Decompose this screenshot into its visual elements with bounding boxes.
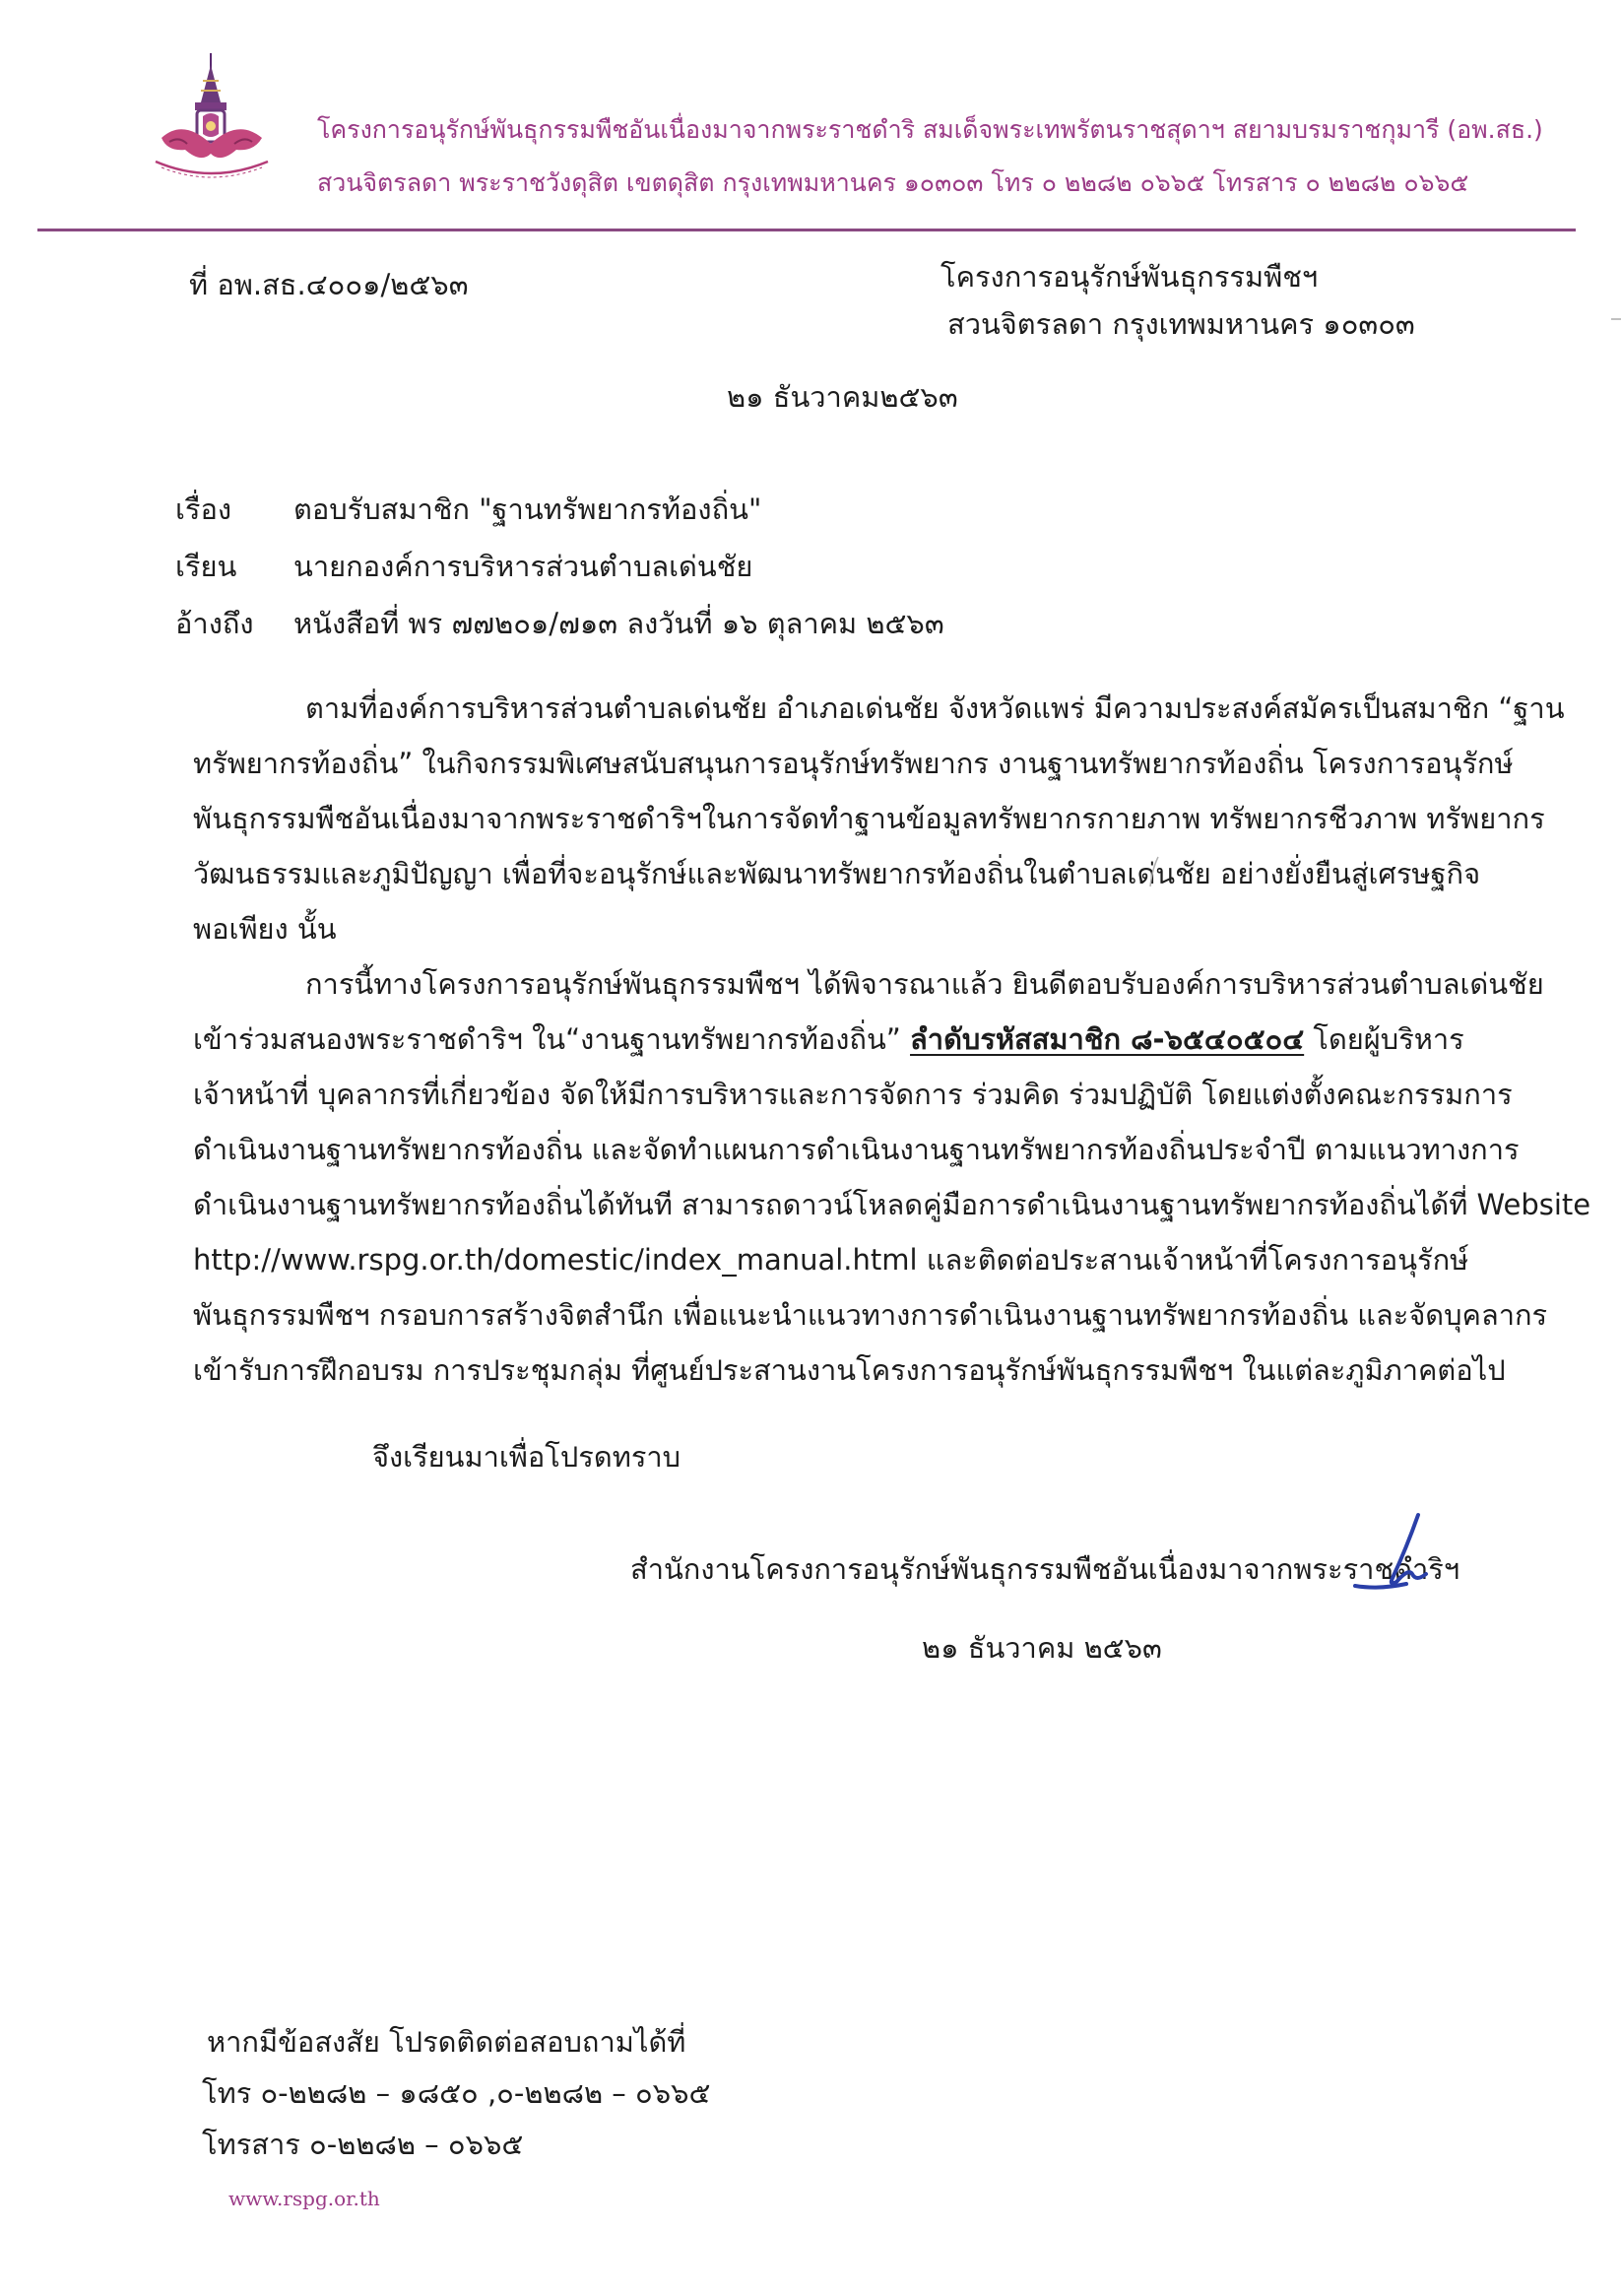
body-line: พันธุกรรมพืชฯ กรอบการสร้างจิตสำนึก เพื่อแนะนำแนวทางการดำเนินงานฐานทรัพยากรท้องถิ่น และจัดบุคลากร [193, 1298, 1548, 1332]
sender-line-1: โครงการอนุรักษ์พันธุกรรมพืชฯ [940, 260, 1319, 294]
document-number: ที่ อพ.สธ.๔๐๐๑/๒๕๖๓ [189, 268, 469, 301]
contact-phone: โทร ๐-๒๒๘๒ – ๑๘๕๐ ,๐-๒๒๘๒ – ๐๖๖๕ [202, 2076, 711, 2110]
body-line: ทรัพยากรท้องถิ่น” ในกิจกรรมพิเศษสนับสนุนการอนุรักษ์ทรัพยากร งานฐานทรัพยากรท้องถิ่น โครงการอนุรักษ์ [193, 747, 1514, 780]
letter-date: ๒๑ ธันวาคม๒๕๖๓ [727, 380, 958, 414]
signature-date: ๒๑ ธันวาคม ๒๕๖๓ [922, 1631, 1162, 1665]
body-line: http://www.rspg.or.th/domestic/index_manual.html และติดต่อประสานเจ้าหน้าที่โครงการอนุรักษ์ [193, 1243, 1469, 1277]
subject-text: ตอบรับสมาชิก "ฐานทรัพยากรท้องถิ่น" [293, 492, 762, 526]
header-divider [37, 229, 1576, 231]
body-line: ดำเนินงานฐานทรัพยากรท้องถิ่น และจัดทำแผนการดำเนินงานฐานทรัพยากรท้องถิ่นประจำปี ตามแนวทางการ [193, 1133, 1520, 1166]
letterhead-line-2: สวนจิตรลดา พระราชวังดุสิต เขตดุสิต กรุงเทพมหานคร ๑๐๓๐๓ โทร ๐ ๒๒๘๒ ๐๖๖๕ โทรสาร ๐ ๒๒๘๒ ๐๖๖๕ [317, 168, 1469, 197]
subject-label: เรื่อง [175, 492, 232, 526]
reference-text: หนังสือที่ พร ๗๗๒๐๑/๗๑๓ ลงวันที่ ๑๖ ตุลาคม ๒๕๖๓ [293, 607, 944, 640]
contact-fax: โทรสาร ๐-๒๒๘๒ – ๐๖๖๕ [202, 2128, 524, 2161]
body-line-member-code [193, 1017, 1463, 1062]
letterhead-line-1: โครงการอนุรักษ์พันธุกรรมพืชอันเนื่องมาจากพระราชดำริ สมเด็จพระเทพรัตนราชสุดาฯ สยามบรมราชกุมารี (อพ.สธ.) [317, 115, 1543, 144]
sender-line-2: สวนจิตรลดา กรุงเทพมหานคร ๑๐๓๐๓ [947, 307, 1415, 341]
body-line: ดำเนินงานฐานทรัพยากรท้องถิ่นได้ทันที สามารถดาวน์โหลดคู่มือการดำเนินงานฐานทรัพยากรท้องถิ่นได้ที่ Website [193, 1188, 1591, 1221]
body-text: เข้าร่วมสนองพระราชดำริฯ ใน“งานฐานทรัพยากรท้องถิ่น” [193, 1022, 911, 1056]
body-line: การนี้ทางโครงการอนุรักษ์พันธุกรรมพืชฯ ได้พิจารณาแล้ว ยินดีตอบรับองค์การบริหารส่วนตำบลเด่นชัย [305, 967, 1544, 1001]
member-code: ลำดับรหัสสมาชิก ๘-๖๕๔๐๕๐๔ [910, 1022, 1305, 1056]
body-text: โดยผู้บริหาร [1304, 1022, 1464, 1056]
body-line: วัฒนธรรมและภูมิปัญญา เพื่อที่จะอนุรักษ์และพัฒนาทรัพยากรท้องถิ่นในตำบลเด่นชัย อย่างยั่งยืนสู่เศรษฐกิจ [193, 857, 1481, 890]
reference-label: อ้างถึง [175, 607, 254, 640]
website-link[interactable]: www.rspg.or.th [228, 2187, 380, 2210]
body-line: เจ้าหน้าที่ บุคลากรที่เกี่ยวข้อง จัดให้มีการบริหารและการจัดการ ร่วมคิด ร่วมปฏิบัติ โดยแต่งตั้งคณะกรรมการ [193, 1078, 1513, 1111]
contact-line: หากมีข้อสงสัย โปรดติดต่อสอบถามได้ที่ [207, 2025, 686, 2059]
recipient-label: เรียน [175, 550, 237, 583]
closing-text: จึงเรียนมาเพื่อโปรดทราบ [372, 1440, 681, 1474]
body-line: เข้ารับการฝึกอบรม การประชุมกลุ่ม ที่ศูนย์ประสานงานโครงการอนุรักษ์พันธุกรรมพืชฯ ในแต่ละภูมิภาคต่อไป [193, 1353, 1506, 1387]
body-line: พันธุกรรมพืชอันเนื่องมาจากพระราชดำริฯในการจัดทำฐานข้อมูลทรัพยากรกายภาพ ทรัพยากรชีวภาพ ทรัพยากร [193, 802, 1545, 835]
pencil-mark [1147, 855, 1161, 888]
royal-emblem-logo [148, 51, 276, 185]
body-line: ตามที่องค์การบริหารส่วนตำบลเด่นชัย อำเภอเด่นชัย จังหวัดแพร่ มีความประสงค์สมัครเป็นสมาชิก “ฐาน [305, 691, 1565, 725]
signature-mark [1349, 1509, 1462, 1598]
scan-edge-mark [1611, 295, 1621, 301]
body-line: พอเพียง นั้น [193, 912, 337, 946]
signatory-office: สำนักงานโครงการอนุรักษ์พันธุกรรมพืชอันเนื่องมาจากพระราชดำริฯ [630, 1552, 1460, 1586]
recipient-text: นายกองค์การบริหารส่วนตำบลเด่นชัย [293, 550, 753, 583]
